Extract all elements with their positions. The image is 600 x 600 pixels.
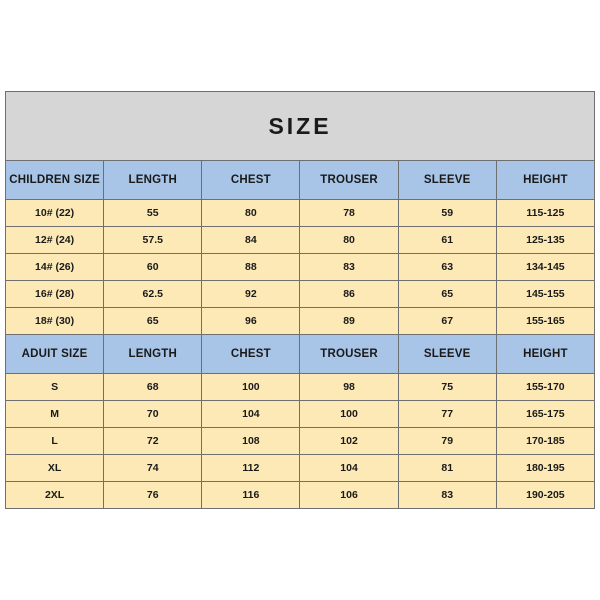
cell-sleeve: 81 <box>398 455 496 482</box>
cell-size: 14# (26) <box>6 254 104 281</box>
adult-header-length: LENGTH <box>104 335 202 374</box>
children-header-size: CHILDREN SIZE <box>6 161 104 200</box>
chart-title: SIZE <box>6 92 595 161</box>
cell-length: 70 <box>104 401 202 428</box>
size-chart-table <box>5 91 595 509</box>
cell-trouser: 102 <box>300 428 398 455</box>
cell-height: 115-125 <box>496 200 594 227</box>
table-row <box>6 200 595 227</box>
table-row <box>6 227 595 254</box>
table-row <box>6 308 595 335</box>
size-chart-body <box>6 92 595 509</box>
adult-header-sleeve: SLEEVE <box>398 335 496 374</box>
cell-trouser: 89 <box>300 308 398 335</box>
cell-trouser: 83 <box>300 254 398 281</box>
cell-size: XL <box>6 455 104 482</box>
cell-size: 12# (24) <box>6 227 104 254</box>
cell-chest: 80 <box>202 200 300 227</box>
children-header-length: LENGTH <box>104 161 202 200</box>
cell-length: 57.5 <box>104 227 202 254</box>
title-row <box>6 92 595 161</box>
cell-size: S <box>6 374 104 401</box>
cell-length: 72 <box>104 428 202 455</box>
cell-sleeve: 63 <box>398 254 496 281</box>
cell-length: 76 <box>104 482 202 509</box>
cell-trouser: 78 <box>300 200 398 227</box>
table-row <box>6 281 595 308</box>
cell-sleeve: 59 <box>398 200 496 227</box>
cell-chest: 116 <box>202 482 300 509</box>
cell-trouser: 86 <box>300 281 398 308</box>
cell-chest: 88 <box>202 254 300 281</box>
cell-height: 155-165 <box>496 308 594 335</box>
children-header-height: HEIGHT <box>496 161 594 200</box>
cell-length: 65 <box>104 308 202 335</box>
cell-size: 16# (28) <box>6 281 104 308</box>
cell-size: 18# (30) <box>6 308 104 335</box>
cell-chest: 92 <box>202 281 300 308</box>
cell-sleeve: 67 <box>398 308 496 335</box>
cell-height: 134-145 <box>496 254 594 281</box>
table-row <box>6 374 595 401</box>
table-row <box>6 254 595 281</box>
cell-height: 125-135 <box>496 227 594 254</box>
table-row <box>6 428 595 455</box>
children-header-row <box>6 161 595 200</box>
cell-size: L <box>6 428 104 455</box>
cell-size: M <box>6 401 104 428</box>
cell-height: 180-195 <box>496 455 594 482</box>
cell-height: 165-175 <box>496 401 594 428</box>
cell-height: 145-155 <box>496 281 594 308</box>
cell-chest: 100 <box>202 374 300 401</box>
cell-length: 55 <box>104 200 202 227</box>
table-row <box>6 455 595 482</box>
adult-header-trouser: TROUSER <box>300 335 398 374</box>
children-header-chest: CHEST <box>202 161 300 200</box>
adult-header-row <box>6 335 595 374</box>
cell-chest: 104 <box>202 401 300 428</box>
children-header-trouser: TROUSER <box>300 161 398 200</box>
cell-size: 2XL <box>6 482 104 509</box>
cell-trouser: 98 <box>300 374 398 401</box>
cell-sleeve: 61 <box>398 227 496 254</box>
adult-header-size: ADUIT SIZE <box>6 335 104 374</box>
cell-chest: 84 <box>202 227 300 254</box>
cell-height: 190-205 <box>496 482 594 509</box>
table-row <box>6 482 595 509</box>
cell-chest: 96 <box>202 308 300 335</box>
children-header-sleeve: SLEEVE <box>398 161 496 200</box>
cell-height: 170-185 <box>496 428 594 455</box>
cell-size: 10# (22) <box>6 200 104 227</box>
cell-sleeve: 79 <box>398 428 496 455</box>
cell-length: 60 <box>104 254 202 281</box>
cell-trouser: 106 <box>300 482 398 509</box>
cell-length: 68 <box>104 374 202 401</box>
cell-trouser: 80 <box>300 227 398 254</box>
cell-height: 155-170 <box>496 374 594 401</box>
cell-trouser: 104 <box>300 455 398 482</box>
adult-header-chest: CHEST <box>202 335 300 374</box>
cell-trouser: 100 <box>300 401 398 428</box>
adult-header-height: HEIGHT <box>496 335 594 374</box>
cell-chest: 112 <box>202 455 300 482</box>
table-row <box>6 401 595 428</box>
cell-sleeve: 65 <box>398 281 496 308</box>
cell-length: 74 <box>104 455 202 482</box>
cell-length: 62.5 <box>104 281 202 308</box>
cell-sleeve: 75 <box>398 374 496 401</box>
cell-chest: 108 <box>202 428 300 455</box>
cell-sleeve: 77 <box>398 401 496 428</box>
cell-sleeve: 83 <box>398 482 496 509</box>
